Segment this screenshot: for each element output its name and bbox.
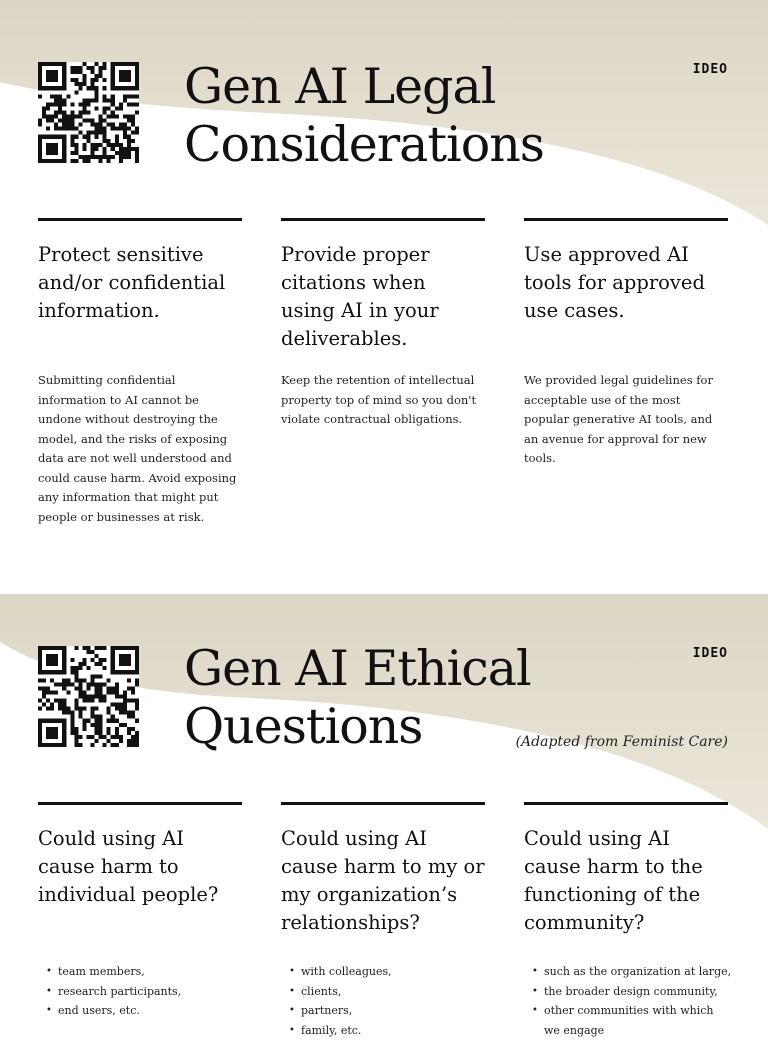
- ethical-column-1: [38, 802, 242, 909]
- divider: [524, 218, 728, 221]
- title-line-2: Questions: [184, 698, 422, 755]
- list-item: • with colleagues,: [289, 962, 489, 982]
- bullet-list: [524, 962, 732, 1040]
- column-heading: Could using AI cause harm to the functioning of the community?: [524, 825, 728, 937]
- list-item: • family, etc.: [289, 1021, 489, 1040]
- bullet-list: [281, 962, 489, 1040]
- ethical-column-3: [524, 802, 728, 937]
- list-item: • partners,: [289, 1001, 489, 1021]
- ideo-logo: IDEO: [693, 62, 728, 77]
- column-heading: Use approved AI tools for approved use cases.: [524, 241, 728, 325]
- ideo-logo: IDEO: [693, 646, 728, 661]
- legal-column-2: [281, 218, 485, 353]
- subtitle: (Adapted from Feminist Care): [516, 734, 728, 750]
- list-item: • team members,: [46, 962, 246, 982]
- divider: [524, 802, 728, 805]
- title-line-1: Gen AI Ethical: [184, 640, 531, 697]
- title-line-1: Gen AI Legal: [184, 58, 495, 115]
- list-item: • the broader design community,: [532, 982, 732, 1002]
- ethical-card: [0, 594, 768, 1024]
- column-heading: Could using AI cause harm to my or my organization’s relationships?: [281, 825, 485, 937]
- title-line-2: Considerations: [184, 116, 544, 173]
- list-item: • clients,: [289, 982, 489, 1002]
- divider: [281, 218, 485, 221]
- column-body: Keep the retention of intellectual property top of mind so you don't violate contractual obligations.: [281, 371, 485, 430]
- list-item: • other communities with which we engage: [532, 1001, 732, 1040]
- ethical-column-2: [281, 802, 485, 937]
- legal-column-1: [38, 218, 242, 325]
- list-item: • such as the organization at large,: [532, 962, 732, 982]
- list-item: • research participants,: [46, 982, 246, 1002]
- qr-code: [38, 646, 139, 747]
- page-title: [184, 58, 544, 174]
- legal-column-3: [524, 218, 728, 325]
- column-heading: Protect sensitive and/or confidential information.: [38, 241, 242, 325]
- list-item: • end users, etc.: [46, 1001, 246, 1021]
- page-title: [184, 640, 531, 756]
- divider: [281, 802, 485, 805]
- bullet-list: [38, 962, 246, 1021]
- qr-code: [38, 62, 139, 163]
- column-body: Submitting confidential information to AI cannot be undone without destroying the model, and the risks of exposing data are not well understood and could cause harm. Avoid exposing any information that might put people or businesses at risk.: [38, 371, 242, 527]
- column-body: We provided legal guidelines for acceptable use of the most popular generative AI tools, and an avenue for approval for new tools.: [524, 371, 728, 469]
- column-heading: Could using AI cause harm to individual people?: [38, 825, 242, 909]
- column-heading: Provide proper citations when using AI in your deliverables.: [281, 241, 485, 353]
- divider: [38, 218, 242, 221]
- divider: [38, 802, 242, 805]
